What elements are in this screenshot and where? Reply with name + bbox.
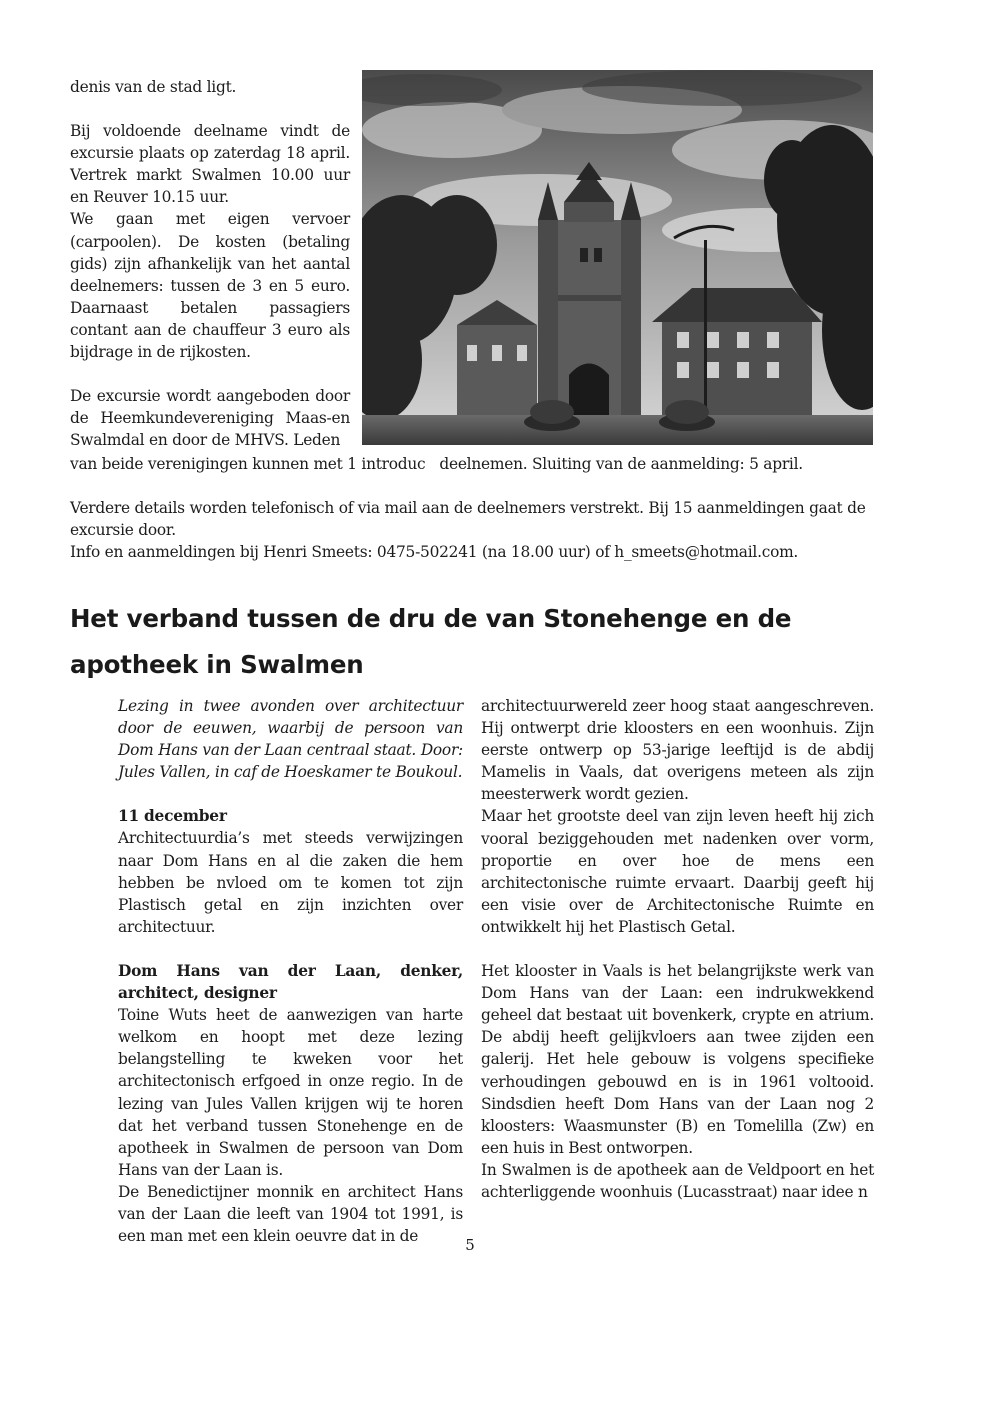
date-heading: 11 december [118,807,227,826]
right-paragraph-3: Het klooster in Vaals is het belangrijkste werk van Dom Hans van der Laan: een indrukwekkend geheel dat bestaat uit bovenkerk, crypte en atrium. De abdij heeft gelijkvloers aan twee zijden een galerij. Het hele gebouw is volgens specifieke verhoudingen gebouwd en is in 1961 voltooid. Sindsdien heeft Dom Hans van der Laan nog 2 kloosters: Waasmunster (B) en Tomelilla (Zw) en een huis in Best ontworpen. [481,962,874,1157]
excursion-schedule: Bij voldoende deelname vindt de excursie plaats op zaterdag 18 april. Vertrek markt Swalmen 10.00 uur en Reuver 10.15 uur. [70,122,350,207]
article-title: Het verband tussen de dru de van Stonehenge en de apotheek in Swalmen [70,604,792,679]
monk-paragraph: De Benedictijner monnik en architect Hans van der Laan die leeft van 1904 tot 1991, is een man met een klein oeuvre dat in de [118,1182,463,1246]
right-paragraph-1: architectuurwereld zeer hoog staat aangeschreven. Hij ontwerpt drie kloosters en een woonhuis. Zijn eerste ontwerp op 53-jarige leeftijd is de abdij Mamelis in Vaals, dat overigens meteen als zijn meesterwerk wordt gezien. [481,697,874,804]
city-gate-illustration [362,70,873,445]
city-gate-photo [362,70,873,445]
right-paragraph-4: In Swalmen is de apotheek aan de Veldpoort en het achterliggende woonhuis (Lucasstraat) naar idee n [481,1160,874,1201]
article-right-column [481,695,874,1203]
section-subheading: Dom Hans van der Laan, denker, architect, designer [118,961,463,1003]
right-paragraph-2: Maar het grootste deel van zijn leven heeft hij zich vooral beziggehouden met nadenken over vorm, proportie en over hoe de mens een architectonische ruimte ervaart. Daarbij geeft hij een visie over de Architectonische Ruimte en ontwikkelt hij het Plastisch Getal. [481,807,874,936]
members-registration-line: van beide verenigingen kunnen met 1 introduc deelnemen. Sluiting van de aanmelding: 5 april. [70,455,803,473]
excursion-organizers: De excursie wordt aangeboden door de Heemkundevereniging Maas-en Swalmdal en door de MHVS. Leden [70,387,350,450]
article-left-column [118,695,463,1247]
contact-info: Info en aanmeldingen bij Henri Smeets: 0475-502241 (na 18.00 uur) of h_smeets@hotmail.com. [70,543,799,562]
excursion-transport: We gaan met eigen vervoer (carpoolen). De kosten (betaling gids) zijn afhankelijk van het aantal deelnemers: tussen de 3 en 5 euro. Daarnaast betalen passagiers contant aan de chauffeur 3 euro als bijdrage in de rijkosten. [70,210,350,362]
date-body: Architectuurdia’s met steeds verwijzingen naar Dom Hans en al die zaken die hem hebben be nvloed om te komen tot zijn Plastisch getal en zijn inzichten over architectuur. [118,829,463,936]
excursion-details [70,453,875,563]
further-details: Verdere details worden telefonisch of via mail aan de deelnemers verstrekt. Bij 15 aanmeldingen gaat de excursie door. [70,499,866,540]
article-lead: Lezing in twee avonden over architectuur door de eeuwen, waarbij de persoon van Dom Hans van der Laan centraal staat. Door: Jules Vallen, in caf de Hoeskamer te Boukoul. [118,697,463,782]
page-number: 5 [465,1236,475,1254]
carry-over-text: denis van de stad ligt. [70,78,237,96]
welcome-paragraph: Toine Wuts heet de aanwezigen van harte welkom en hoopt met deze lezing belangstelling te kweken voor het architectonisch erfgoed in onze regio. In de lezing van Jules Vallen krijgen wij te horen dat het verband tussen Stonehenge en de apotheek in Swalmen de persoon van Dom Hans van der Laan is. [118,1006,463,1179]
intro-column [70,76,350,451]
